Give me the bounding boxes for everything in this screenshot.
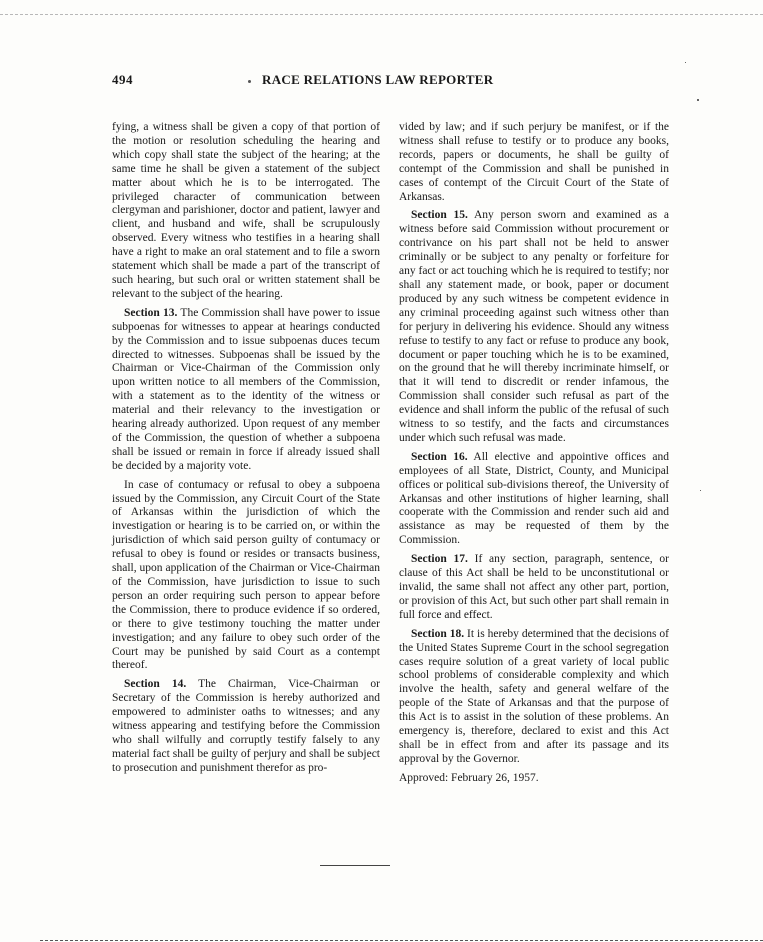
section-13-paragraph-2: In case of contumacy or refusal to obey a subpoena issued by the Commission, any Circuit Court of the State of Arkansas within the jurisdiction of which the investigation or hearing is to be carried on, or within the jurisdiction of which said person guilty of contumacy or refusal to obey is found or resides or transacts business, shall, upon application of the Chairman or Vice-Chairman of the Commission, have jurisdiction to issue to such person an order requiring such person to appear before the Commission, there to produce evidence if so ordered, or there to give testimony touching the matter under investigation; and any failure to obey such order of the Court may be punished by said Court as a contempt thereof. (112, 478, 380, 672)
section-13-heading: Section 13. (124, 306, 178, 319)
left-paragraph-continuation: fying, a witness shall be given a copy of that portion of the motion or resolution scheduling the hearing and which copy shall state the subject of the hearing; at the same time he shall be given a statement of the subject matter about which he is to be interrogated. The privileged character of communication between clergyman and parishioner, doctor and patient, lawyer and client, and husband and wife, shall be scrupulously observed. Every witness who testifies in a hearing shall have a right to make an oral statement and to file a sworn statement which shall be made a part of the transcript of such hearing, but such oral or written statement shall be relevant to the subject of the hearing. (112, 121, 380, 300)
running-head-title: RACE RELATIONS LAW REPORTER (262, 72, 494, 87)
scan-speck (697, 99, 699, 101)
end-rule (320, 865, 390, 866)
scan-speck (685, 62, 686, 63)
page-number: 494 (112, 72, 133, 87)
section-17 (399, 553, 669, 623)
section-15-heading: Section 15. (411, 209, 468, 222)
section-18-text: It is hereby determined that the decisions of the United States Supreme Court in the school segregation cases require solution of a great variety of local public school problems of considerable complexity and which involve the health, safety and general welfare of the people of the State of Arkansas and that the purpose of this Act is to assist in the solution of these problems. An emergency is, therefore, declared to exist and this Act shall be in effect from and after its passage and its approval by the Governor. (399, 627, 669, 765)
section-14-heading: Section 14. (124, 678, 187, 691)
section-17-text: If any section, paragraph, sentence, or clause of this Act shall be held to be unconstitutional or invalid, the same shall not affect any other part, portion, or provision of this Act, but such other part shall remain in full force and effect. (399, 553, 669, 621)
section-14 (112, 678, 380, 775)
section-18 (399, 628, 669, 767)
top-scan-border (0, 0, 763, 15)
section-13-text: The Commission shall have power to issue subpoenas for witnesses to appear at hearings conducted by the Commission and to issue subpoenas duces tecum directed to witnesses. Subpoenas shall be issued by the Chairman or Vice-Chairman of the Commission only upon written notice to all members of the Commission, with a statement as to the identity of the witness or material and their relevancy to the investigation or hearing already authorized. Upon request of any member of the Commission, the question of whether a subpoena shall be issued or remain in force if already issued shall be decided by a majority vote. (112, 306, 380, 472)
section-16 (399, 451, 669, 548)
section-18-heading: Section 18. (411, 627, 465, 640)
section-15 (399, 209, 669, 445)
approval-date: Approved: February 26, 1957. (399, 771, 539, 784)
section-14-text: The Chairman, Vice-Chairman or Secretary of the Commission is hereby authorized and empowered to administer oaths to witnesses; and any witness appearing and testifying before the Commission who shall wilfully and corruptly testify falsely to any material fact shall be guilty of perjury and shall be subject to prosecution and punishment therefor as pro- (112, 678, 380, 774)
section-16-text: All elective and appointive offices and employees of all State, District, County, and Municipal offices or political sub-divisions thereof, the University of Arkansas and other institutions of higher learning, shall cooperate with the Commission and render such aid and assistance as may be requested of them by the Commission. (399, 450, 669, 547)
right-column (399, 121, 669, 791)
section-16-heading: Section 16. (411, 450, 468, 463)
section-13 (112, 307, 380, 474)
section-15-text: Any person sworn and examined as a witness before said Commission without procurement or contrivance on his part shall not be held to answer criminally or be subject to any penalty or forfeiture for any fact or act touching which he is required to testify; nor shall any statement made, or book, paper or document produced by any such witness be competent evidence in any criminal proceeding against such witness other than for perjury in delivering his evidence. Should any witness refuse to testify to any fact or refuse to produce any book, document or paper touching which he is to be examined, on the ground that he will thereby incriminate himself, or that it will tend to discredit or render infamous, the Commission shall consider such refusal as part of the evidence and shall inform the public of the refusal of such witness to so testify, and the facts and circumstances under which such refusal was made. (399, 209, 669, 444)
header-dot (248, 80, 251, 83)
scan-speck (700, 490, 701, 491)
section-17-heading: Section 17. (411, 553, 468, 566)
left-column (112, 121, 380, 781)
right-paragraph-continuation: vided by law; and if such perjury be manifest, or if the witness shall refuse to testify or to produce any books, records, papers or documents, he shall be guilty of contempt of the Commission and shall be punished in cases of contempt of the Circuit Court of the State of Arkansas. (399, 121, 669, 203)
